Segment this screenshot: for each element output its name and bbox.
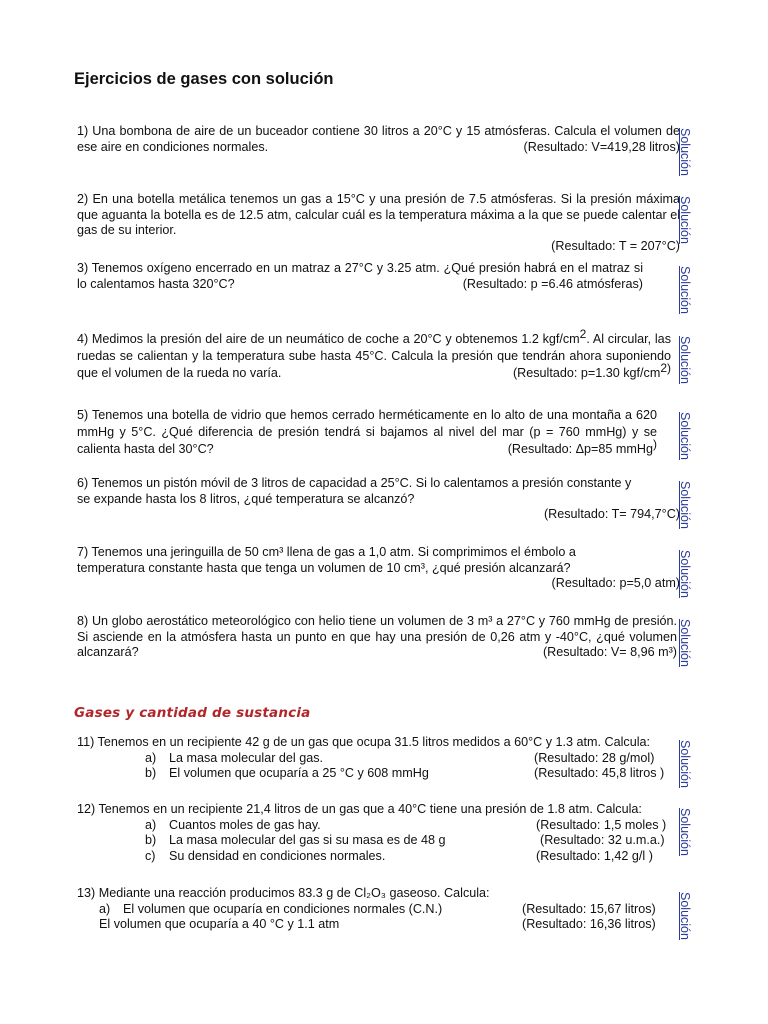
exercise-text: 2) En una botella metálica tenemos un gas a 15°C y una presión de 7.5 atmósferas. Si la presión máxima que aguanta la botella es de 12.5 atm, calcular cuál es la temperatura máxima a la que se puede calentar el gas de su interior. (77, 192, 680, 237)
exercise-text: 12) Tenemos en un recipiente 21,4 litros de un gas que a 40°C tiene una presión de 1.8 atm. Calcula: (77, 802, 642, 816)
result-text: (Resultado: Δp=85 mmHg) (507, 436, 657, 456)
result-text: (Resultado: 15,67 litros) (522, 901, 656, 916)
exercise-1 (77, 124, 680, 155)
exercise-6 (77, 476, 680, 523)
page-title: Ejercicios de gases con solución (74, 70, 334, 88)
list-item: b) El volumen que ocuparía a 25 °C y 608 mmHg (Resultado: 45,8 litros ) (77, 766, 680, 782)
solution-link-label[interactable]: Solución (678, 336, 692, 384)
exercise-text: 13) Mediante una reacción producimos 83.3 g de Cl₂O₃ gaseoso. Calcula: (77, 886, 490, 900)
result-text: (Resultado: 16,36 litros) (522, 917, 656, 931)
exercise-text: 6) Tenemos un pistón móvil de 3 litros de capacidad a 25°C. Si lo calentamos a presión constante y se expande hasta los 8 litros, ¿qué temperatura se alcanzó? (77, 476, 632, 506)
solution-link-11[interactable] (678, 740, 710, 810)
solution-link-2[interactable] (678, 196, 710, 266)
exercise-text: 1) Una bombona de aire de un buceador contiene 30 litros a 20°C y 15 atmósferas. Calcula el volumen de ese aire en condiciones normales. (Resultado: V=419,28 litros) (77, 124, 680, 154)
exercise-2 (77, 192, 680, 254)
exercise-text: 7) Tenemos una jeringuilla de 50 cm³ llena de gas a 1,0 atm. Si comprimimos el émbolo a temperatura constante hasta que tenga un volumen de 10 cm³, ¿qué presión alcanzará? (77, 545, 576, 575)
exercise-text: 11) Tenemos en un recipiente 42 g de un gas que ocupa 31.5 litros medidos a 60°C y 1.3 atm. Calcula: (77, 735, 651, 749)
result-text: (Resultado: p=1.30 kgf/$cm^{2)}$ (512, 360, 671, 380)
solution-link-label[interactable]: Solución (678, 619, 692, 667)
result-text: (Resultado: 45,8 litros ) (534, 766, 665, 780)
result-text: (Resultado: p=5,0 atm) (551, 576, 680, 590)
exercise-text: 4) Medimos la presión del aire de un neumático de coche a 20°C y obtenemos 1.2 kgf/$cm^2$. Al circular, las ruedas se calientan y la temperatura sube hasta 45°C. Calcula la presión que tendrán ahora suponiendo que el volumen de la rueda no varía. (Resultado: p=1.30 kgf/$cm^{2)}$ (77, 326, 671, 380)
solution-link-1[interactable] (678, 128, 710, 198)
exercise-11 (77, 735, 680, 782)
exercise-7 (77, 545, 680, 592)
exercise-13 (77, 886, 680, 933)
solution-link-4[interactable] (678, 336, 710, 406)
solution-link-label[interactable]: Solución (678, 740, 692, 788)
result-text: (Resultado: V= 8,96 m³) (542, 645, 677, 659)
exercise-8 (77, 614, 677, 661)
solution-link-13[interactable] (678, 892, 710, 962)
solution-link-5[interactable] (678, 412, 710, 482)
list-item: El volumen que ocuparía a 40 °C y 1.1 atm (Resultado: 16,36 litros) (77, 917, 680, 933)
solution-link-12[interactable] (678, 808, 710, 878)
solution-link-3[interactable] (678, 266, 710, 336)
solution-link-label[interactable]: Solución (678, 128, 692, 176)
exercise-4 (77, 326, 671, 382)
result-text: (Resultado: 32 u.m.a.) (540, 833, 665, 847)
list-item: a) El volumen que ocuparía en condiciones normales (C.N.) (Resultado: 15,67 litros) (77, 902, 680, 918)
exercise-text: 3) Tenemos oxígeno encerrado en un matraz a 27°C y 3.25 atm. ¿Qué presión habrá en el matraz si lo calentamos hasta 320°C? (Resultado: p =6.46 atmósferas) (77, 261, 643, 291)
list-item: a) La masa molecular del gas. (Resultado: 28 g/mol) (77, 751, 680, 767)
solution-link-7[interactable] (678, 550, 710, 620)
result-text: (Resultado: 28 g/mol) (534, 750, 655, 765)
section-title: Gases y cantidad de sustancia (74, 705, 311, 721)
solution-link-label[interactable]: Solución (678, 550, 692, 598)
exercise-12 (77, 802, 680, 864)
solution-link-label[interactable]: Solución (678, 808, 692, 856)
result-text: (Resultado: V=419,28 litros) (523, 139, 680, 154)
solution-link-6[interactable] (678, 481, 710, 551)
list-item: b) La masa molecular del gas si su masa es de 48 g (Resultado: 32 u.m.a.) (77, 833, 680, 849)
exercise-text: 5) Tenemos una botella de vidrio que hemos cerrado herméticamente en lo alto de una montaña a 620 mmHg y 5°C. ¿Qué diferencia de presión tendrá si bajamos al nivel del mar (p = 760 mmHg) y se calienta hasta del 30°C? (Resultado: Δp=85 mmHg) (77, 408, 657, 456)
result-text: (Resultado: T= 794,7°C) (543, 507, 680, 521)
solution-link-label[interactable]: Solución (678, 481, 692, 529)
exercise-3 (77, 261, 643, 292)
solution-link-label[interactable]: Solución (678, 412, 692, 460)
solution-link-label[interactable]: Solución (678, 892, 692, 940)
solution-link-8[interactable] (678, 619, 710, 689)
list-item: c) Su densidad en condiciones normales. (Resultado: 1,42 g/l ) (77, 849, 680, 865)
solution-link-label[interactable]: Solución (678, 266, 692, 314)
exercise-5 (77, 407, 657, 458)
list-item: a) Cuantos moles de gas hay. (Resultado: 1,5 moles ) (77, 818, 680, 834)
solution-link-label[interactable]: Solución (678, 196, 692, 244)
result-text: (Resultado: p =6.46 atmósferas) (462, 276, 643, 291)
result-text: (Resultado: 1,42 g/l ) (536, 848, 653, 863)
result-text: (Resultado: T = 207°C) (551, 238, 680, 253)
result-text: (Resultado: 1,5 moles ) (536, 817, 667, 832)
exercise-text: 8) Un globo aerostático meteorológico con helio tiene un volumen de 3 m³ a 27°C y 760 mmHg de presión. Si asciende en la atmósfera hasta un punto en que hay una presión de 0,26 atm y -40°C, ¿qué volumen alcanzará? (Resultado: V= 8,96 m³) (77, 614, 677, 659)
